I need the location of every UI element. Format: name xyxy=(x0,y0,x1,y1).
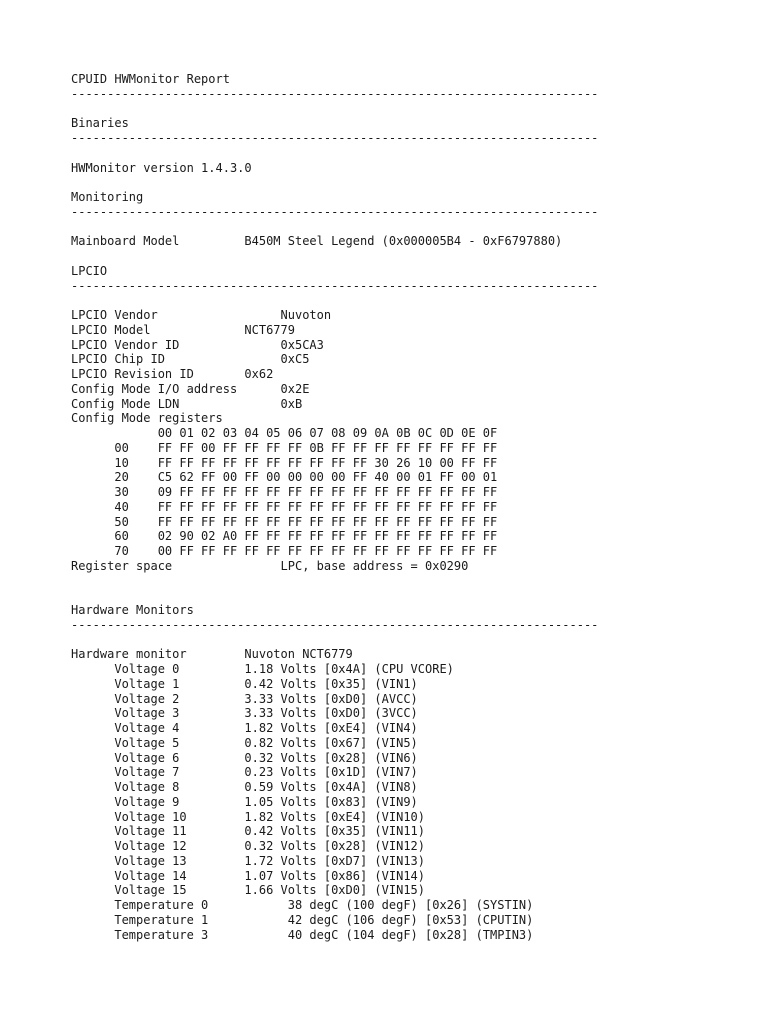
blank-line xyxy=(71,249,751,264)
lpcio-line: Config Mode I/O address 0x2E xyxy=(71,381,310,396)
register-row: 20 C5 62 FF 00 FF 00 00 00 00 FF 40 00 01 FF 00 01 xyxy=(71,470,498,485)
lpcio-line: LPCIO Model NCT6779 xyxy=(71,322,295,337)
blank-line xyxy=(71,633,751,648)
register-row: 60 02 90 02 A0 FF FF FF FF FF FF FF FF FF FF FF FF xyxy=(71,529,498,544)
blank-line xyxy=(71,220,751,235)
blank-line xyxy=(71,574,751,589)
sensor-line: Voltage 1 0.42 Volts [0x35] (VIN1) xyxy=(71,676,418,691)
sensor-line: Voltage 5 0.82 Volts [0x67] (VIN5) xyxy=(71,735,418,750)
binaries-heading: Binaries xyxy=(71,116,129,131)
sensor-line: Voltage 6 0.32 Volts [0x28] (VIN6) xyxy=(71,750,418,765)
register-row: 10 FF FF FF FF FF FF FF FF FF FF 30 26 10 00 FF FF xyxy=(71,455,498,470)
report-title: CPUID HWMonitor Report xyxy=(71,72,230,86)
blank-line xyxy=(71,146,751,161)
lpcio-line: LPCIO Chip ID 0xC5 xyxy=(71,352,310,367)
hardware-monitor-line: Hardware monitor Nuvoton NCT6779 xyxy=(71,647,353,662)
sensor-line: Temperature 1 42 degC (106 degF) [0x53] (CPUTIN) xyxy=(71,912,534,927)
sensor-line: Voltage 13 1.72 Volts [0xD7] (VIN13) xyxy=(71,853,426,868)
blank-line xyxy=(71,175,751,190)
lpcio-line: Config Mode LDN 0xB xyxy=(71,396,303,411)
lpcio-line: LPCIO Vendor ID 0x5CA3 xyxy=(71,337,324,352)
separator: ------------------------------------------------------------------------- xyxy=(71,204,599,219)
blank-line xyxy=(71,588,751,603)
register-row: 50 FF FF FF FF FF FF FF FF FF FF FF FF FF FF FF FF xyxy=(71,514,498,529)
lpcio-line: LPCIO Vendor Nuvoton xyxy=(71,308,332,322)
lpcio-line: LPCIO Revision ID 0x62 xyxy=(71,367,274,381)
register-row: 70 00 FF FF FF FF FF FF FF FF FF FF FF FF FF FF FF xyxy=(71,544,498,558)
sensor-line: Voltage 10 1.82 Volts [0xE4] (VIN10) xyxy=(71,809,426,824)
version-line: HWMonitor version 1.4.3.0 xyxy=(71,160,252,175)
register-row: 00 FF FF 00 FF FF FF FF 0B FF FF FF FF FF FF FF FF xyxy=(71,440,498,455)
report-document xyxy=(71,72,751,942)
register-row: 00 01 02 03 04 05 06 07 08 09 0A 0B 0C 0D 0E 0F xyxy=(71,426,498,440)
mainboard-line: Mainboard Model B450M Steel Legend (0x000005B4 - 0xF6797880) xyxy=(71,234,563,249)
register-row: 30 09 FF FF FF FF FF FF FF FF FF FF FF FF FF FF FF xyxy=(71,485,498,499)
monitoring-heading: Monitoring xyxy=(71,190,144,204)
separator: ------------------------------------------------------------------------- xyxy=(71,278,599,293)
sensor-line: Voltage 3 3.33 Volts [0xD0] (3VCC) xyxy=(71,706,418,721)
separator: ------------------------------------------------------------------------- xyxy=(71,617,599,632)
sensor-line: Voltage 11 0.42 Volts [0x35] (VIN11) xyxy=(71,824,426,839)
separator: ------------------------------------------------------------------------- xyxy=(71,86,599,101)
lpcio-line: Config Mode registers xyxy=(71,411,223,426)
sensor-line: Voltage 8 0.59 Volts [0x4A] (VIN8) xyxy=(71,780,418,794)
blank-line xyxy=(71,102,751,117)
sensor-line: Voltage 0 1.18 Volts [0x4A] (CPU VCORE) xyxy=(71,662,454,676)
sensor-line: Temperature 3 40 degC (104 degF) [0x28] (TMPIN3) xyxy=(71,927,534,942)
sensor-line: Voltage 14 1.07 Volts [0x86] (VIN14) xyxy=(71,868,426,883)
sensor-line: Voltage 12 0.32 Volts [0x28] (VIN12) xyxy=(71,839,426,853)
sensor-line: Voltage 2 3.33 Volts [0xD0] (AVCC) xyxy=(71,691,418,706)
sensor-line: Voltage 15 1.66 Volts [0xD0] (VIN15) xyxy=(71,883,426,898)
sensor-line: Temperature 0 38 degC (100 degF) [0x26] (SYSTIN) xyxy=(71,898,534,912)
sensor-line: Voltage 7 0.23 Volts [0x1D] (VIN7) xyxy=(71,765,418,780)
hardware-monitors-heading: Hardware Monitors xyxy=(71,603,194,617)
separator: ------------------------------------------------------------------------- xyxy=(71,131,599,145)
sensor-line: Voltage 4 1.82 Volts [0xE4] (VIN4) xyxy=(71,721,418,735)
register-row: 40 FF FF FF FF FF FF FF FF FF FF FF FF FF FF FF FF xyxy=(71,499,498,514)
lpcio-heading: LPCIO xyxy=(71,263,108,278)
register-space-line: Register space LPC, base address = 0x0290 xyxy=(71,558,469,573)
blank-line xyxy=(71,293,751,308)
sensor-line: Voltage 9 1.05 Volts [0x83] (VIN9) xyxy=(71,794,418,809)
